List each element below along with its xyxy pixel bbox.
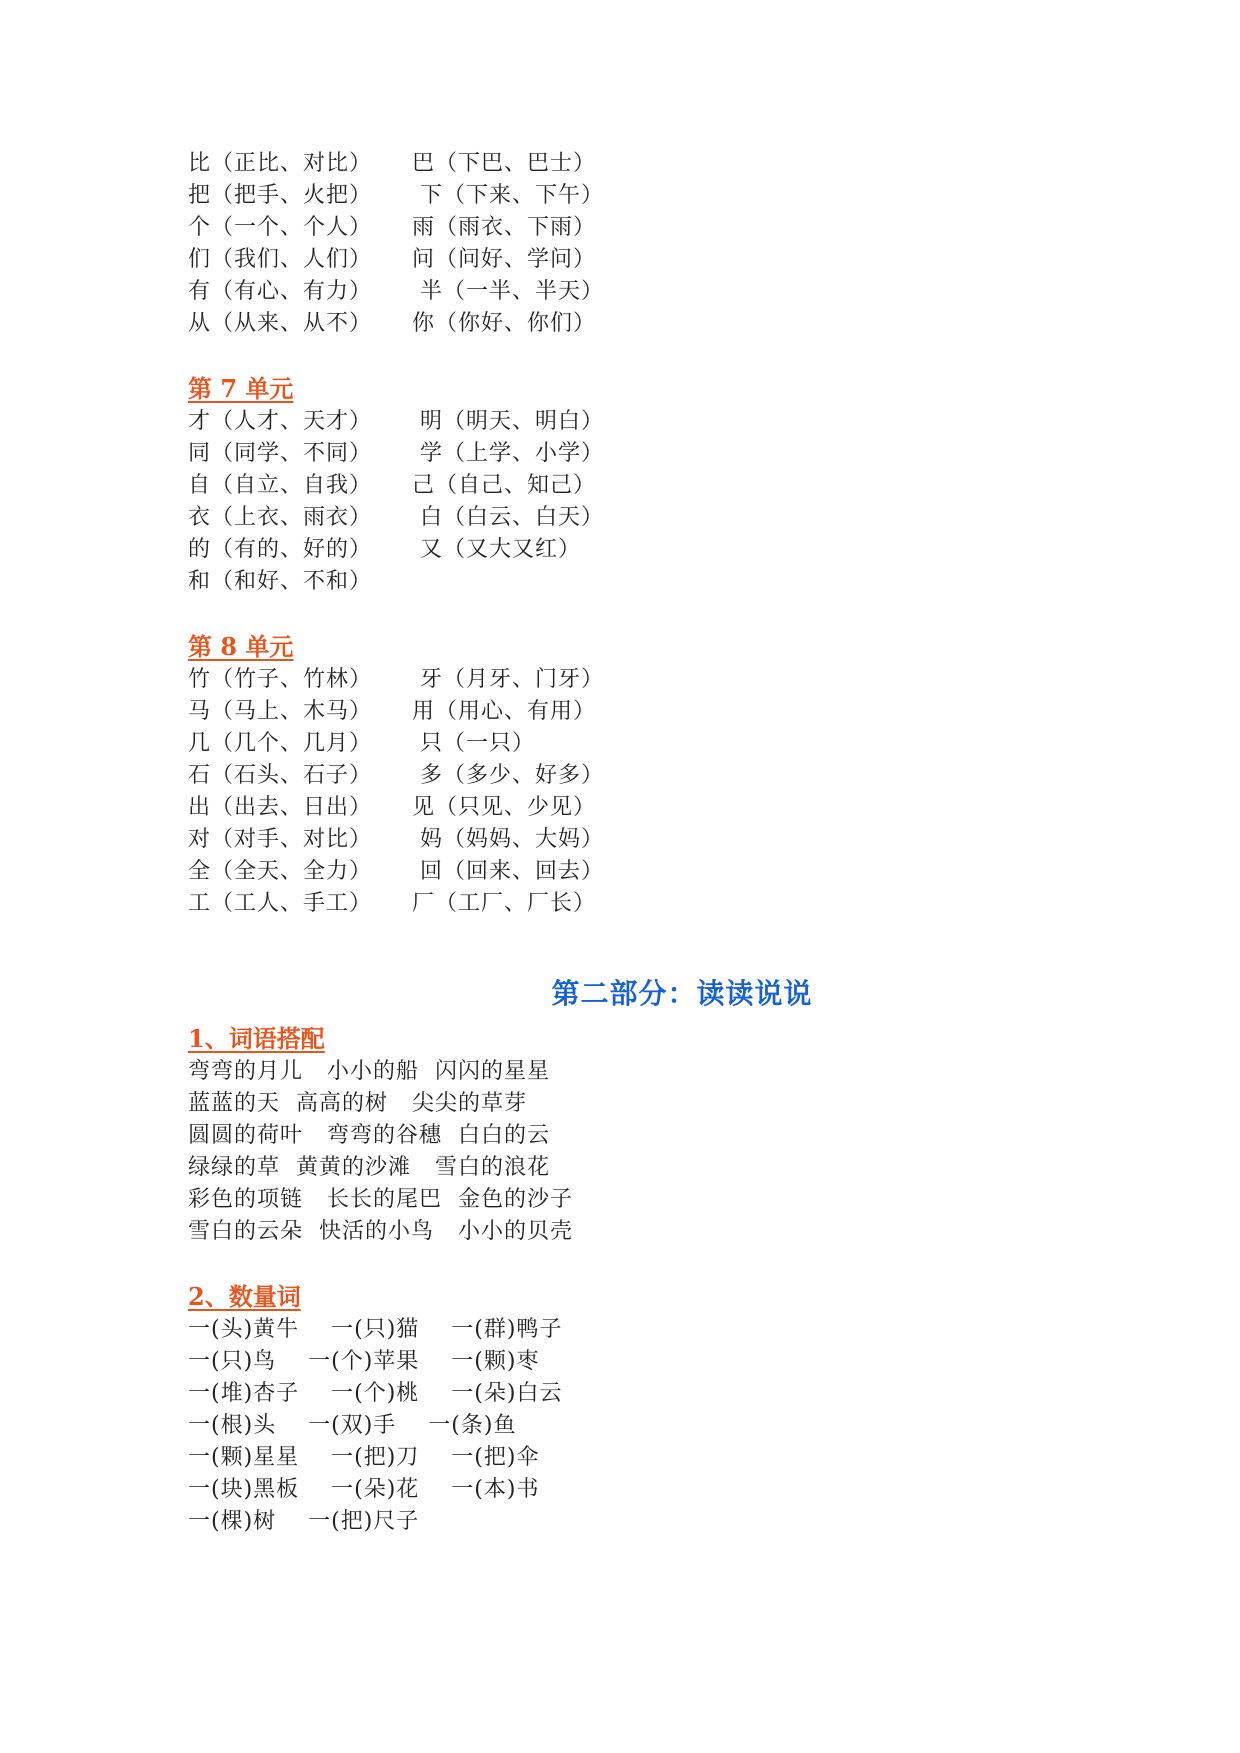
collocation-line: 绿绿的草 黄黄的沙滩 雪白的浪花 xyxy=(188,1155,550,1180)
word-entry: 从（从来、从不） xyxy=(188,311,373,336)
word-entry: 明（明天、明白） xyxy=(412,409,604,434)
word-entry: 全（全天、全力） xyxy=(188,859,373,884)
collocation-line: 雪白的云朵 快活的小鸟 小小的贝壳 xyxy=(188,1219,573,1244)
word-entry: 把（把手、火把） xyxy=(188,183,373,208)
measure-words-heading: 2、数量词 xyxy=(188,1282,301,1311)
word-entry: 的（有的、好的） xyxy=(188,537,373,562)
measure-word-line: 一(只)鸟 一(个)苹果 一(颗)枣 xyxy=(188,1349,540,1374)
word-entry: 有（有心、有力） xyxy=(188,279,373,304)
word-entry: 问（问好、学问） xyxy=(412,247,597,272)
word-entry: 多（多少、好多） xyxy=(412,763,604,788)
word-entry: 见（只见、少见） xyxy=(412,795,597,820)
collocation-line: 圆圆的荷叶 弯弯的谷穗 白白的云 xyxy=(188,1123,550,1148)
word-entry: 马（马上、木马） xyxy=(188,699,373,724)
word-entry: 学（上学、小学） xyxy=(412,441,604,466)
word-entry: 石（石头、石子） xyxy=(188,763,373,788)
word-entry: 同（同学、不同） xyxy=(188,441,373,466)
collocation-line: 弯弯的月儿 小小的船 闪闪的星星 xyxy=(188,1059,550,1084)
word-entry: 出（出去、日出） xyxy=(188,795,373,820)
part-title xyxy=(0,974,1240,1014)
measure-word-line: 一(堆)杏子 一(个)桃 一(朵)白云 xyxy=(188,1381,563,1406)
collocation-line: 彩色的项链 长长的尾巴 金色的沙子 xyxy=(188,1187,573,1212)
word-entry: 下（下来、下午） xyxy=(412,183,604,208)
word-entry: 自（自立、自我） xyxy=(188,473,373,498)
word-entry: 回（回来、回去） xyxy=(412,859,604,884)
word-entry: 半（一半、半天） xyxy=(412,279,604,304)
word-entry: 几（几个、几月） xyxy=(188,731,373,756)
measure-word-line: 一(棵)树 一(把)尺子 xyxy=(188,1509,420,1534)
word-entry: 个（一个、个人） xyxy=(188,215,373,240)
word-entry: 们（我们、人们） xyxy=(188,247,373,272)
word-entry: 己（自己、知己） xyxy=(412,473,597,498)
word-entry: 又（又大又红） xyxy=(412,537,581,562)
word-entry: 牙（月牙、门牙） xyxy=(412,667,604,692)
word-entry: 妈（妈妈、大妈） xyxy=(412,827,604,852)
word-entry: 工（工人、手工） xyxy=(188,891,373,916)
part-title-text: 第二部分：读读说说 xyxy=(551,977,813,1010)
word-entry: 才（人才、天才） xyxy=(188,409,373,434)
collocation-line: 蓝蓝的天 高高的树 尖尖的草芽 xyxy=(188,1091,527,1116)
word-entry: 厂（工厂、厂长） xyxy=(412,891,597,916)
word-entry: 巴（下巴、巴士） xyxy=(412,151,597,176)
unit-7-heading: 第 7 单元 xyxy=(188,374,294,403)
word-entry: 竹（竹子、竹林） xyxy=(188,667,373,692)
measure-word-line: 一(头)黄牛 一(只)猫 一(群)鸭子 xyxy=(188,1317,563,1342)
word-entry: 和（和好、不和） xyxy=(188,569,373,594)
measure-word-line: 一(颗)星星 一(把)刀 一(把)伞 xyxy=(188,1445,540,1470)
unit-8-heading: 第 8 单元 xyxy=(188,632,294,661)
word-entry: 只（一只） xyxy=(412,731,535,756)
word-entry: 用（用心、有用） xyxy=(412,699,597,724)
measure-word-line: 一(根)头 一(双)手 一(条)鱼 xyxy=(188,1413,517,1438)
word-entry: 比（正比、对比） xyxy=(188,151,373,176)
word-entry: 你（你好、你们） xyxy=(412,311,597,336)
measure-word-line: 一(块)黑板 一(朵)花 一(本)书 xyxy=(188,1477,540,1502)
word-entry: 对（对手、对比） xyxy=(188,827,373,852)
collocations-heading: 1、词语搭配 xyxy=(188,1024,325,1053)
word-entry: 白（白云、白天） xyxy=(412,505,604,530)
word-entry: 衣（上衣、雨衣） xyxy=(188,505,373,530)
word-entry: 雨（雨衣、下雨） xyxy=(412,215,597,240)
